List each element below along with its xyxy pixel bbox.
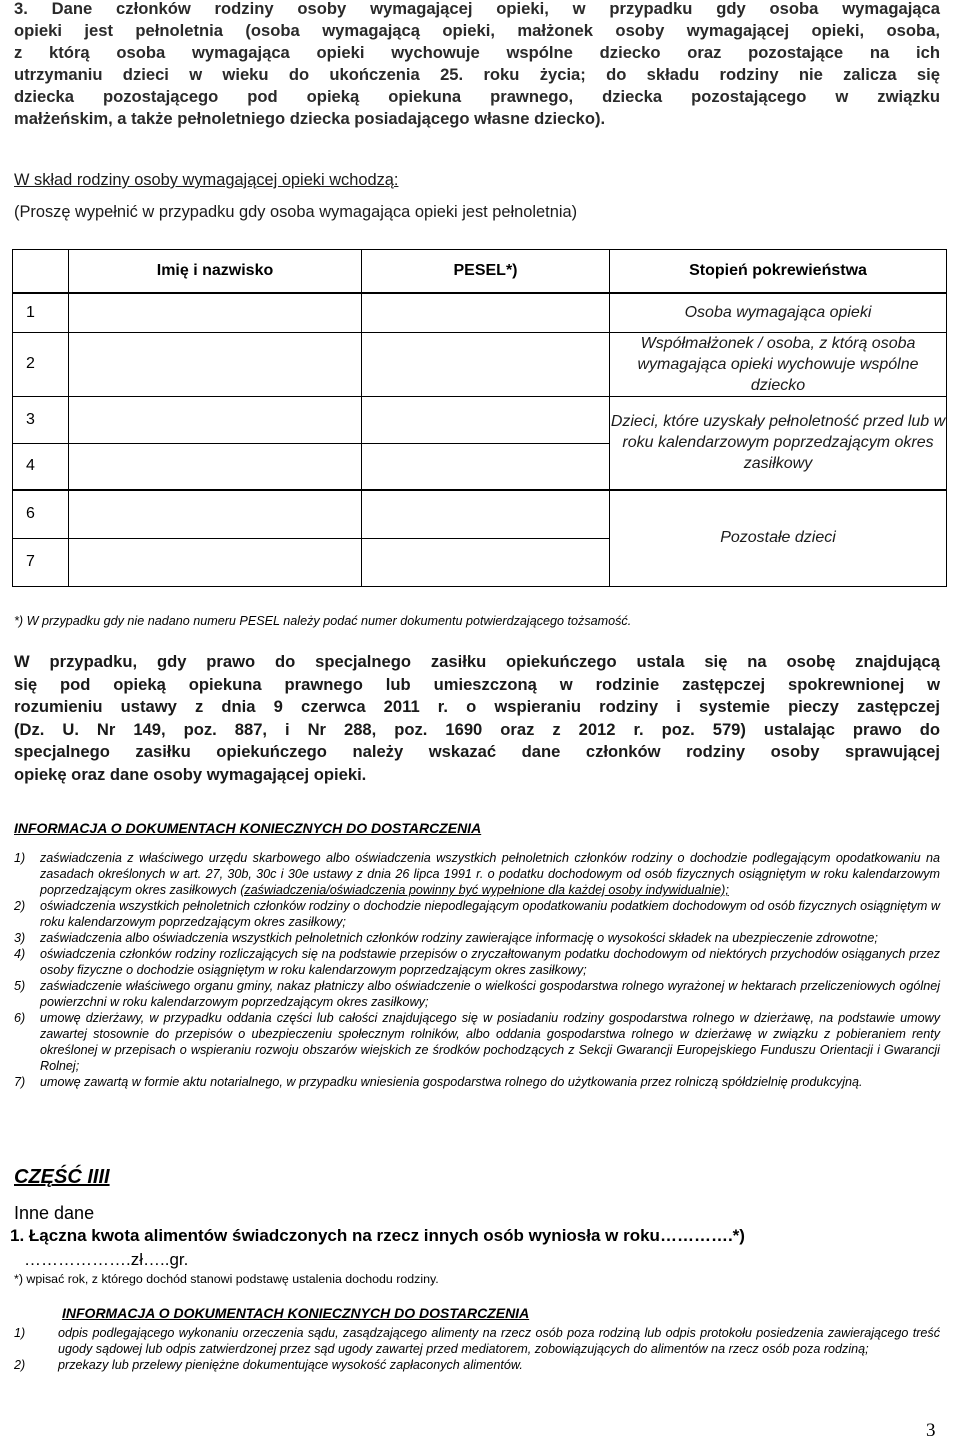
header-num	[13, 250, 69, 294]
intro-line: z którą osoba wymagająca opieki wychowuje wspólne dziecko oraz pozostające na ich	[14, 43, 940, 62]
family-heading: W skład rodziny osoby wymagającej opieki wchodzą:	[14, 171, 399, 189]
header-pesel: PESEL*)	[362, 250, 610, 294]
name-field[interactable]	[69, 396, 362, 443]
row-number: 4	[13, 443, 69, 490]
list-item	[14, 850, 940, 898]
docs-info-title-2: INFORMACJA O DOKUMENTACH KONIECZNYCH DO DOSTARCZENIA	[62, 1305, 530, 1321]
pesel-field[interactable]	[362, 443, 610, 490]
guardian-note-line: (Dz. U. Nr 149, poz. 887, i Nr 288, poz. 1690 oraz z 2012 r. poz. 579) ustalając prawo do	[14, 719, 940, 739]
pesel-field[interactable]	[362, 396, 610, 443]
part-subtitle: Inne dane	[14, 1203, 95, 1223]
item-number: 4)	[14, 947, 26, 961]
guardian-note-line: opiekę oraz dane osoby wymagającej opieki.	[14, 764, 367, 784]
docs-list-2	[14, 1325, 940, 1373]
intro-line: 3. Dane członków rodziny osoby wymagającej opieki, w przypadku gdy osoba wymagająca	[14, 0, 940, 18]
item-text: oświadczenia członków rodziny rozliczających się na podstawie przepisów o zryczałtowanym podatku dochodowym od niektórych przychodów osiąganych przez osoby fizyczne o dochodzie osiągniętym w roku kalendarzowym poprzedzającym okres zasiłkowy;	[40, 947, 940, 977]
table-row	[13, 490, 947, 538]
pesel-field[interactable]	[362, 332, 610, 396]
relation-cell: Pozostałe dzieci	[610, 490, 947, 586]
item-number: 5)	[14, 979, 26, 993]
list-item	[14, 1325, 940, 1357]
table-row	[13, 293, 947, 332]
item-text: umowę dzierżawy, w przypadku oddania części lub całości znajdującego się w posiadaniu rodziny gospodarstwa rolnego w dzierżawę, na podstawie umowy zawartej stosownie do przepisów o ubezpieczeniu społecznym rolników, albo oddania gospodarstwa rolnego w dzierżawę w związku z pobieraniem renty określonej w przepisach o wspieraniu rozwoju obszarów wiejskich ze środków pochodzących z Sekcji Gwarancji Europejskiego Funduszu Orientacji i Gwarancji Rolnej;	[40, 1011, 940, 1073]
item-number: 7)	[14, 1075, 26, 1089]
item-text: zaświadczenie właściwego organu gminy, nakaz płatniczy albo oświadczenie o wielkości gospodarstwa rolnego wyrażonej w hektarach przeliczeniowych ogólnej powierzchni w roku kalendarzowym poprzedzającym okres zasiłkowy;	[40, 979, 940, 1009]
guardian-note	[14, 651, 940, 786]
header-relation: Stopień pokrewieństwa	[610, 250, 947, 294]
item-underlined-text: (zaświadczenia/oświadczenia powinny być wypełnione dla każdej osoby indywidualnie);	[240, 883, 729, 897]
item-text: oświadczenia wszystkich pełnoletnich członków rodziny o dochodzie niepodlegającym opodatkowaniu podatkiem dochodowym od osób fizycznych osiągniętym w roku kalendarzowym poprzedzającym okres zasiłkowy;	[40, 899, 940, 929]
pesel-field[interactable]	[362, 490, 610, 538]
alimony-question: 1. Łączna kwota alimentów świadczonych na rzecz innych osób wyniosła w roku………….*)	[10, 1226, 745, 1245]
row-number: 2	[13, 332, 69, 396]
item-text: zaświadczenia z właściwego urzędu skarbowego albo oświadczenia wszystkich pełnoletnich członków rodziny o dochodzie podlegającym opodatkowaniu na zasadach określonych w art. 27, 30b, 30c i 30e ustawy z dnia 26 lipca 1991 r. o podatku dochodowym od osób fizycznych osiągniętym w roku kalendarzowym poprzedzającym okres zasiłkowych	[40, 851, 940, 897]
item-text: umowę zawartą w formie aktu notarialnego, w przypadku wniesienia gospodarstwa rolnego do użytkowania przez rolniczą spółdzielnię produkcyjną.	[40, 1075, 863, 1089]
list-item	[14, 978, 940, 1010]
name-field[interactable]	[69, 490, 362, 538]
item-number: 2)	[14, 1358, 26, 1372]
item-number: 1)	[14, 1326, 26, 1340]
intro-line: małżeńskim, a także pełnoletniego dziecka posiadającego własne dziecko).	[14, 109, 606, 128]
row-number: 3	[13, 396, 69, 443]
intro-line: utrzymaniu dzieci w wieku do ukończenia 25. roku życia; do składu rodziny nie zalicza się	[14, 65, 940, 84]
guardian-note-line: W przypadku, gdy prawo do specjalnego zasiłku opiekuńczego ustala się na osobę znajdującą	[14, 652, 940, 671]
row-number: 1	[13, 293, 69, 332]
intro-line: opieki jest pełnoletnia (osoba wymagającą opieki, małżonek osoby wymagającej opieki, osoba,	[14, 21, 940, 40]
header-name: Imię i nazwisko	[69, 250, 362, 294]
guardian-note-line: się pod opieką opiekuna prawnego lub umieszczoną w rodzinie zastępczej spokrewnionej w	[14, 674, 940, 694]
list-item	[14, 1357, 940, 1373]
page-number: 3	[926, 1420, 936, 1441]
family-subheading: (Proszę wypełnić w przypadku gdy osoba wymagająca opieki jest pełnoletnia)	[14, 203, 578, 221]
item-number: 2)	[14, 899, 26, 913]
relation-cell: Osoba wymagająca opieki	[610, 293, 947, 332]
pesel-field[interactable]	[362, 293, 610, 332]
row-number: 7	[13, 538, 69, 586]
relation-cell: Dzieci, które uzyskały pełnoletność przed lub w roku kalendarzowym poprzedzającym okres zasiłkowy	[610, 396, 947, 490]
intro-line: dziecka pozostającego pod opieką opiekuna prawnego, dziecka pozostającego w związku	[14, 87, 940, 106]
pesel-footnote: *) W przypadku gdy nie nadano numeru PESEL należy podać numer dokumentu potwierdzającego tożsamość.	[14, 614, 632, 628]
item-text: przekazy lub przelewy pieniężne dokumentujące wysokość zapłaconych alimentów.	[58, 1358, 523, 1372]
item-number: 3)	[14, 931, 26, 945]
table-row	[13, 332, 947, 396]
pesel-field[interactable]	[362, 538, 610, 586]
list-item	[14, 1074, 940, 1090]
family-table	[12, 249, 947, 587]
list-item	[14, 898, 940, 930]
year-footnote: *) wpisać rok, z którego dochód stanowi podstawę ustalenia dochodu rodziny.	[14, 1272, 439, 1286]
table-row	[13, 396, 947, 443]
guardian-note-line: rozumieniu ustawy z dnia 9 czerwca 2011 r. o wspieraniu rodziny i systemie pieczy zastępczej	[14, 697, 940, 716]
row-number: 6	[13, 490, 69, 538]
docs-info-title: INFORMACJA O DOKUMENTACH KONIECZNYCH DO DOSTARCZENIA	[14, 820, 482, 836]
list-item	[14, 946, 940, 978]
item-number: 6)	[14, 1011, 26, 1025]
name-field[interactable]	[69, 332, 362, 396]
item-text: odpis podlegającego wykonaniu orzeczenia sądu, zasądzającego alimenty na rzecz osób poza rodziną lub odpis protokołu posiedzenia zawierającego treść ugody sądowej lub odpis zatwierdzonej przez sąd ugody zawartej przed mediatorem, zobowiązujących do alimentów na rzecz osób poza rodziną;	[58, 1326, 940, 1356]
section-3-intro	[14, 0, 940, 130]
docs-list	[14, 850, 940, 1090]
name-field[interactable]	[69, 443, 362, 490]
relation-cell: Współmałżonek / osoba, z którą osoba wymagająca opieki wychowuje wspólne dziecko	[610, 332, 947, 396]
list-item	[14, 1010, 940, 1074]
name-field[interactable]	[69, 538, 362, 586]
alimony-amount-field[interactable]: ……………….zł…..gr.	[24, 1250, 189, 1269]
guardian-note-line: specjalnego zasiłku opiekuńczego należy wskazać dane członków rodziny osoby sprawującej	[14, 742, 940, 761]
list-item	[14, 930, 940, 946]
table-header-row	[13, 250, 947, 294]
item-number: 1)	[14, 851, 26, 865]
part-title: CZĘŚĆ IIII	[14, 1166, 110, 1188]
name-field[interactable]	[69, 293, 362, 332]
item-text: zaświadczenia albo oświadczenia wszystkich pełnoletnich członków rodziny zawierające informację o wysokości składek na ubezpieczenie zdrowotne;	[40, 931, 878, 945]
